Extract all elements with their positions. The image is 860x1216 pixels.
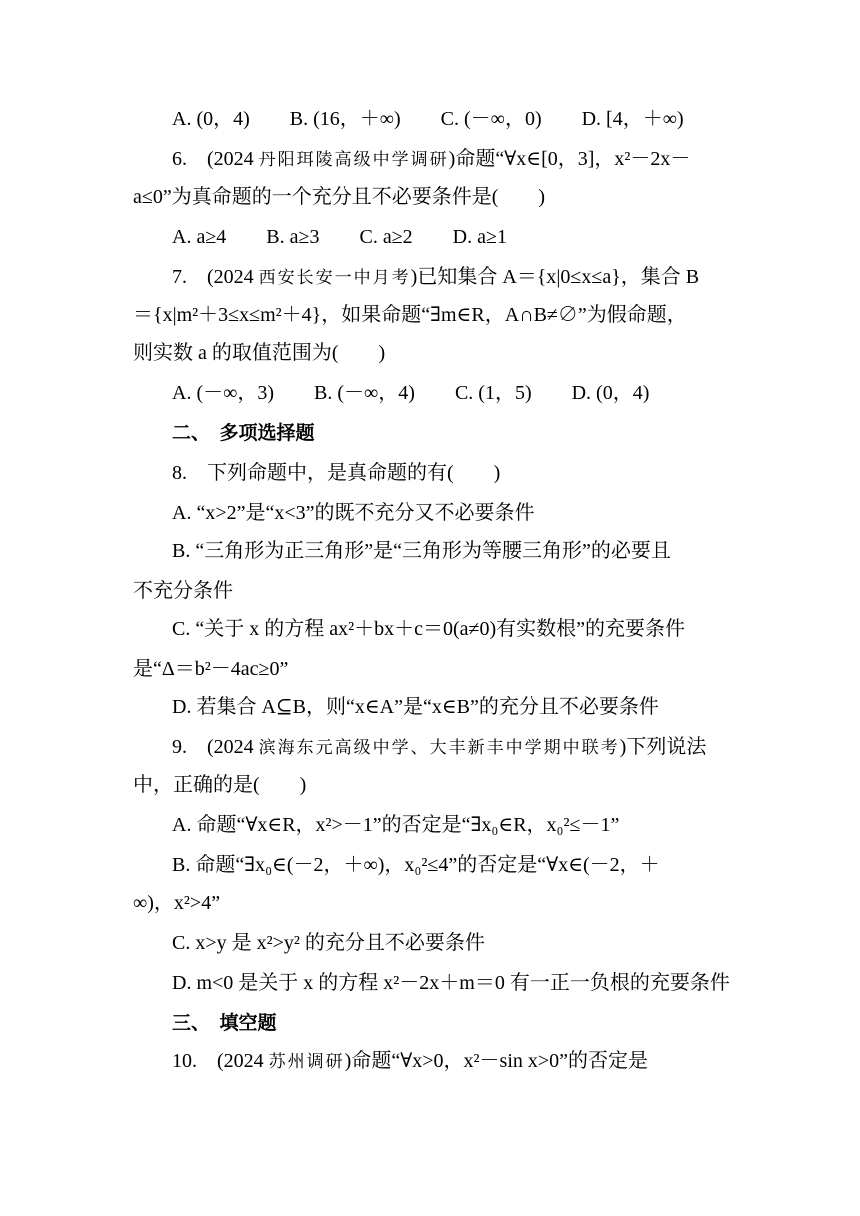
q7-stem-start: )已知集合 A＝{x|0≤x≤a}，集合 B — [410, 266, 700, 288]
q9-option-d — [172, 970, 730, 996]
q9-option-b-text: B. 命题“∃x₀∈(－2，＋∞)，x₀²≤4”的否定是“∀x∈(－2，＋ — [172, 854, 660, 876]
q9-option-a-text: A. 命题“∀x∈R，x²>－1”的否定是“∃x₀∈R，x₀²≤－1” — [172, 814, 620, 836]
q6-options — [172, 224, 507, 250]
q6-source: 丹阳珥陵高级中学调研 — [258, 150, 449, 170]
section-heading-multi — [172, 420, 315, 446]
q7-stem-end: 则实数 a 的取值范围为( ) — [133, 342, 386, 364]
q9-stem-start: )下列说法 — [619, 736, 707, 758]
section-heading-fill-text: 三、 填空题 — [172, 1012, 277, 1034]
q8-option-b-line-1 — [172, 538, 671, 564]
q9-option-c — [172, 930, 485, 956]
q8-option-c-text-cont: 是“Δ＝b²－4ac≥0” — [133, 658, 289, 680]
q9-stem-end: 中，正确的是( ) — [133, 774, 307, 796]
section-heading-multi-text: 二、 多项选择题 — [172, 422, 315, 444]
q9-line-2 — [133, 772, 306, 798]
section-heading-fill — [172, 1010, 277, 1036]
q6-line-2 — [133, 184, 545, 210]
q7-options-text: A. (－∞，3) B. (－∞，4) C. (1，5) D. (0，4) — [172, 382, 650, 404]
q10-line-1 — [172, 1048, 648, 1075]
q9-line-1 — [172, 734, 706, 761]
q8-option-c-line-2 — [133, 656, 288, 682]
q7-number: 7. (2024 — [172, 266, 259, 288]
q6-options-text: A. a≥4 B. a≥3 C. a≥2 D. a≥1 — [172, 226, 507, 248]
q9-option-b-line-2 — [133, 890, 220, 916]
q7-line-2 — [133, 302, 687, 328]
q9-number: 9. (2024 — [172, 736, 259, 758]
q8-option-d-text: D. 若集合 A⊆B，则“x∈A”是“x∈B”的充分且不必要条件 — [172, 696, 659, 718]
q7-stem-mid: ＝{x|m²＋3≤x≤m²＋4}，如果命题“∃m∈R，A∩B≠∅”为假命题， — [133, 304, 687, 326]
q7-source: 西安长安一中月考 — [258, 268, 411, 288]
q8-option-b-line-2 — [133, 578, 233, 604]
q10-number: 10. (2024 — [172, 1050, 269, 1072]
q6-stem-end: a≤0”为真命题的一个充分且不必要条件是( ) — [133, 186, 546, 208]
q9-source: 滨海东元高级中学、大丰新丰中学期中联考 — [258, 738, 620, 758]
q7-line-3 — [133, 340, 385, 366]
q9-option-d-text: D. m<0 是关于 x 的方程 x²－2x＋m＝0 有一正一负根的充要条件 — [172, 972, 730, 994]
q8-stem — [172, 460, 500, 486]
q10-stem: )命题“∀x>0，x²－sin x>0”的否定是 — [344, 1050, 649, 1072]
q8-option-a — [172, 500, 535, 526]
q5-options — [172, 106, 684, 132]
q6-number: 6. (2024 — [172, 148, 259, 170]
q9-option-a — [172, 812, 619, 838]
q6-stem-start: )命题“∀x∈[0，3]，x²－2x－ — [448, 148, 691, 170]
q7-options — [172, 380, 649, 406]
q6-line-1 — [172, 146, 690, 173]
q9-option-b-line-1 — [172, 852, 660, 878]
q8-option-b-text-cont: 不充分条件 — [133, 580, 233, 602]
q8-option-d — [172, 694, 659, 720]
q9-option-b-text-cont: ∞)，x²>4” — [133, 892, 221, 914]
q9-option-c-text: C. x>y 是 x²>y² 的充分且不必要条件 — [172, 932, 485, 954]
q8-option-c-text: C. “关于 x 的方程 ax²＋bx＋c＝0(a≠0)有实数根”的充要条件 — [172, 618, 686, 640]
q5-options-text: A. (0，4) B. (16，＋∞) C. (－∞，0) D. [4，＋∞) — [172, 108, 684, 130]
q8-option-c-line-1 — [172, 616, 685, 642]
q8-option-a-text: A. “x>2”是“x<3”的既不充分又不必要条件 — [172, 502, 535, 524]
q10-source: 苏州调研 — [268, 1052, 345, 1072]
q8-stem-text: 8. 下列命题中，是真命题的有( ) — [172, 462, 501, 484]
q8-option-b-text: B. “三角形为正三角形”是“三角形为等腰三角形”的必要且 — [172, 540, 671, 562]
q7-line-1 — [172, 264, 699, 291]
